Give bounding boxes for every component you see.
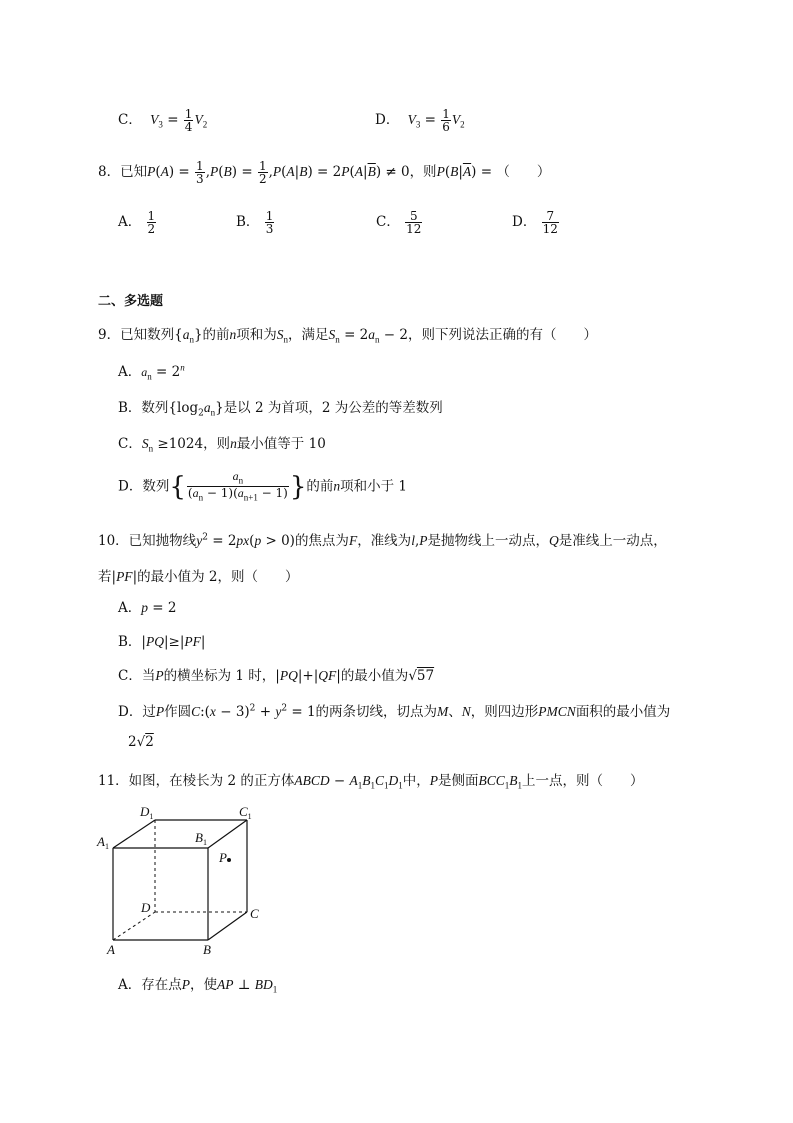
- q9-option-b: B．数列$\{\log_2a_n\}$是以 2 为首项，2 为公差的等差数列: [118, 400, 443, 419]
- label-c1: $C_1$: [239, 804, 252, 821]
- q9-stem: 9．已知数列$\{a_n\}$的前n项和为$S_n$，满足$S_n = 2a_n - 2$，则下列说法正确的有（ ）: [98, 327, 597, 345]
- q9-option-a: A．$a_n = 2^n$: [118, 362, 185, 382]
- q10-option-d: D．过P作圆C:(x − $3)^2 + y^2 = 1$的两条切线，切点为M、N，则四边形PMCN面积的最小值为: [118, 703, 671, 720]
- q10-option-c: C．当P的横坐标为 1 时，|PQ|+|QF|的最小值为√57: [118, 668, 435, 684]
- section-title: 二、多选题: [98, 294, 164, 309]
- label-b1: $B_1$: [195, 830, 207, 847]
- label-a1: $A_1$: [97, 834, 109, 851]
- q9-option-d: D．数列{ $\frac{a_n}{(a_n - 1)(a_{n+1} - 1)}$ }的前n项和小于 1: [118, 469, 408, 503]
- q11-stem: 11．如图，在棱长为 2 的正方体ABCD − $A_1B_1C_1D_1$中，P是侧面$BCC_1B_1$上一点，则（ ）: [98, 773, 644, 791]
- q8-option-d: D． $\frac{7}{12}$: [512, 209, 558, 236]
- fraction: $\frac{1}{6}$: [442, 107, 450, 134]
- fraction: $\frac{1}{4}$: [184, 107, 193, 134]
- q10-stem-line1: 10．已知抛物线$y^2 = 2px(p > 0)$的焦点为F，准线为l,P是抛物线上一动点，Q是准线上一动点，: [98, 532, 667, 549]
- label-p: P: [219, 850, 227, 865]
- q7-option-c: C． $V_3$ = $\frac{1}{4}$ $V_2$: [118, 107, 208, 134]
- q8-option-a: A． $\frac{1}{2}$: [118, 209, 156, 236]
- label-d1: $D_1$: [140, 804, 154, 821]
- cube-figure: [95, 800, 275, 960]
- q8-option-b: B． $\frac{1}{3}$: [236, 209, 274, 236]
- q9-option-c: C．$S_n \ge 1024$，则n最小值等于 10: [118, 436, 326, 454]
- q8-option-c: C． $\frac{5}{12}$: [376, 209, 422, 236]
- q8-stem: 8．已知P(A) = $\frac{1}{3}$ ,P(B) = $\frac{1}{2}$ $,P(A|B) = 2P(A|\overline{B}) \ne 0$，则$P(B|\overline{A})$ = （ ）: [98, 159, 551, 186]
- label-a: A: [107, 942, 115, 957]
- q10-option-a: A．p = 2: [118, 600, 177, 616]
- q10-option-b: B．|PQ|≥|PF|: [118, 634, 206, 650]
- label-b: B: [203, 942, 211, 957]
- point-p: [227, 858, 231, 862]
- label-c: C: [250, 906, 259, 921]
- label-d: D: [141, 900, 151, 915]
- q10-stem-line2: 若|PF|的最小值为 2，则（ ）: [98, 569, 299, 585]
- q7-option-d: D． $V_3$ = $\frac{1}{6}$ $V_2$: [375, 107, 465, 134]
- q10-option-d-answer: 2√2: [128, 734, 154, 750]
- q11-option-a: A．存在点P，使AP ⊥ $BD_1$: [118, 977, 278, 995]
